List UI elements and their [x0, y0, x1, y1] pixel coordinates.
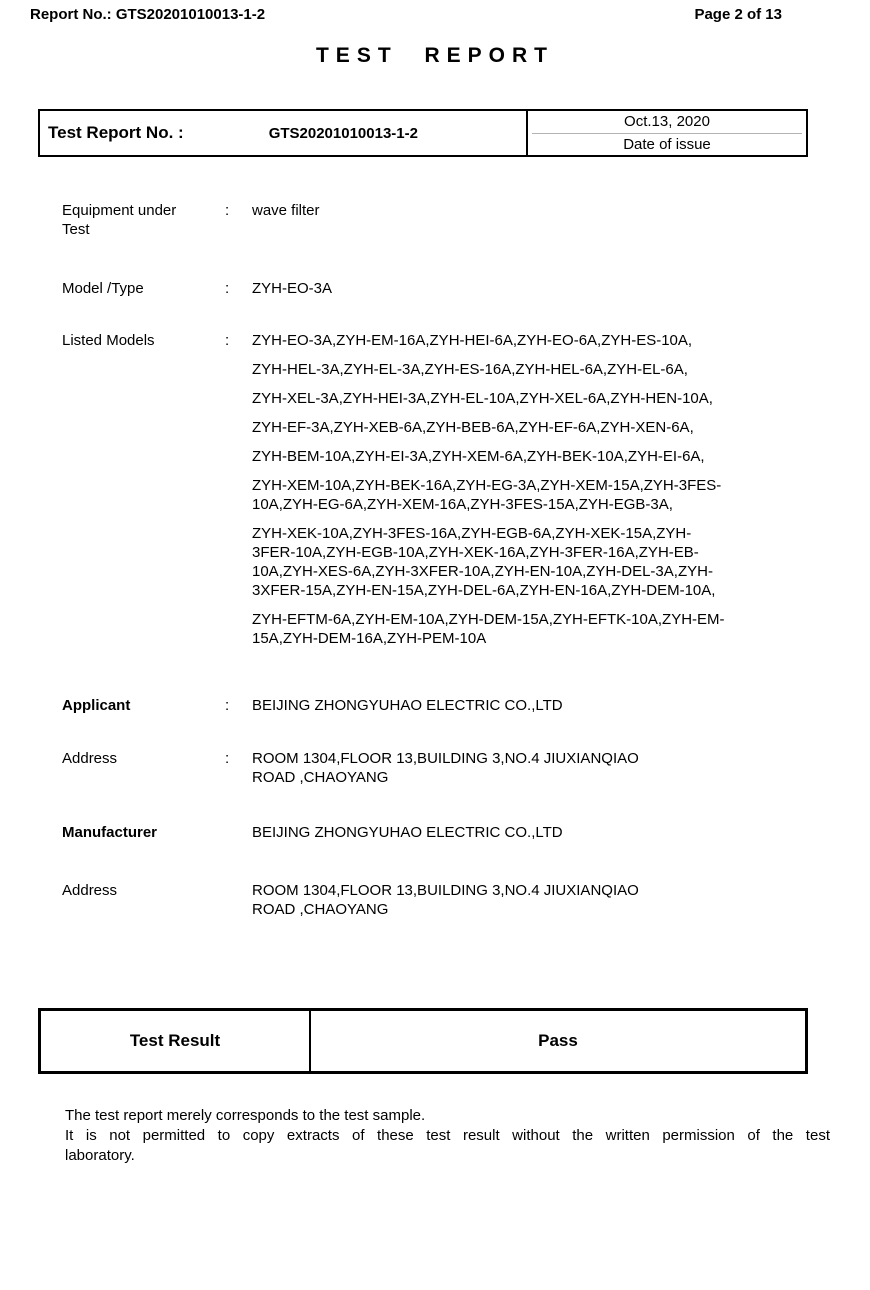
manufacturer-address-colon: [225, 881, 252, 919]
listed-models-line: ZYH-EO-3A,ZYH-EM-16A,ZYH-HEI-6A,ZYH-EO-6A,ZYH-ES-10A,: [252, 332, 693, 349]
manufacturer-address-label: Address: [62, 882, 118, 899]
report-number-label: Test Report No. :: [48, 123, 184, 142]
applicant-address-row: [62, 749, 842, 787]
applicant-address-line1: ROOM 1304,FLOOR 13,BUILDING 3,NO.4 JIUXIANQIAO: [252, 750, 639, 767]
manufacturer-address-row: [62, 881, 842, 919]
manufacturer-address-value: [252, 881, 842, 919]
applicant-colon: :: [225, 697, 230, 714]
manufacturer-row: [62, 823, 842, 842]
listed-models-row: [62, 331, 842, 648]
applicant-value: BEIJING ZHONGYUHAO ELECTRIC CO.,LTD: [252, 697, 563, 714]
equipment-row: [62, 201, 842, 239]
footer-note: [65, 1106, 830, 1166]
model-value: ZYH-EO-3A: [252, 280, 333, 297]
details-section: [62, 201, 842, 919]
listed-models-line: 3FER-10A,ZYH-EGB-10A,ZYH-XEK-16A,ZYH-3FER-16A,ZYH-EB-: [252, 544, 699, 561]
applicant-address-value: [252, 749, 842, 787]
test-result-table: [38, 1008, 808, 1074]
applicant-row: [62, 696, 842, 715]
manufacturer-address-line2: ROAD ,CHAOYANG: [252, 901, 389, 918]
listed-models-line: ZYH-BEM-10A,ZYH-EI-3A,ZYH-XEM-6A,ZYH-BEK-10A,ZYH-EI-6A,: [252, 448, 705, 465]
issue-date-label: Date of issue: [623, 135, 711, 153]
report-number-cell: [40, 111, 528, 155]
applicant-address-label: Address: [62, 750, 118, 767]
issue-date-cell: [528, 111, 806, 155]
applicant-label: Applicant: [62, 697, 131, 714]
model-row: [62, 279, 842, 298]
footer-note-line2: It is not permitted to copy extracts of these test result without the written permission of the test: [65, 1127, 830, 1144]
footer-note-line3: laboratory.: [65, 1147, 135, 1164]
manufacturer-colon: [225, 823, 252, 842]
issue-date-value: Oct.13, 2020: [532, 111, 802, 134]
listed-models-line: 10A,ZYH-XES-6A,ZYH-3XFER-10A,ZYH-EN-10A,ZYH-DEL-3A,ZYH-: [252, 563, 713, 580]
equipment-value: wave filter: [252, 202, 320, 219]
applicant-address-line2: ROAD ,CHAOYANG: [252, 769, 389, 786]
header-page-number: Page 2 of 13: [694, 6, 782, 23]
header-report-no: Report No.: GTS20201010013-1-2: [30, 6, 266, 23]
listed-models-line: ZYH-EFTM-6A,ZYH-EM-10A,ZYH-DEM-15A,ZYH-EFTK-10A,ZYH-EM-: [252, 611, 725, 628]
manufacturer-value: BEIJING ZHONGYUHAO ELECTRIC CO.,LTD: [252, 824, 563, 841]
test-result-value: Pass: [538, 1031, 578, 1050]
page-header: [0, 0, 870, 23]
listed-models-line: 3XFER-15A,ZYH-EN-15A,ZYH-DEL-6A,ZYH-EN-16A,ZYH-DEM-10A,: [252, 582, 716, 599]
listed-models-line: ZYH-XEM-10A,ZYH-BEK-16A,ZYH-EG-3A,ZYH-XEM-15A,ZYH-3FES-: [252, 477, 722, 494]
report-title: TEST REPORT: [315, 44, 554, 67]
manufacturer-label: Manufacturer: [62, 824, 158, 841]
listed-models-colon: :: [225, 332, 230, 349]
equipment-colon: :: [225, 202, 230, 219]
listed-models-value: [252, 331, 842, 648]
report-number-value: GTS20201010013-1-2: [268, 124, 418, 142]
listed-models-line: ZYH-XEL-3A,ZYH-HEI-3A,ZYH-EL-10A,ZYH-XEL-6A,ZYH-HEN-10A,: [252, 390, 713, 407]
footer-note-line1: The test report merely corresponds to the test sample.: [65, 1107, 426, 1124]
applicant-address-colon: :: [225, 750, 230, 767]
manufacturer-address-line1: ROOM 1304,FLOOR 13,BUILDING 3,NO.4 JIUXIANQIAO: [252, 882, 639, 899]
listed-models-line: ZYH-EF-3A,ZYH-XEB-6A,ZYH-BEB-6A,ZYH-EF-6A,ZYH-XEN-6A,: [252, 419, 694, 436]
test-result-label: Test Result: [41, 1011, 311, 1071]
listed-models-line: 10A,ZYH-EG-6A,ZYH-XEM-16A,ZYH-3FES-15A,ZYH-EGB-3A,: [252, 496, 673, 513]
listed-models-label: Listed Models: [62, 332, 155, 349]
listed-models-line: ZYH-HEL-3A,ZYH-EL-3A,ZYH-ES-16A,ZYH-HEL-6A,ZYH-EL-6A,: [252, 361, 688, 378]
report-number-table: [38, 109, 808, 157]
model-label: Model /Type: [62, 280, 144, 297]
equipment-label: Equipment under Test: [62, 202, 177, 238]
listed-models-line: ZYH-XEK-10A,ZYH-3FES-16A,ZYH-EGB-6A,ZYH-XEK-15A,ZYH-: [252, 525, 692, 542]
model-colon: :: [225, 280, 230, 297]
listed-models-line: 15A,ZYH-DEM-16A,ZYH-PEM-10A: [252, 630, 487, 647]
